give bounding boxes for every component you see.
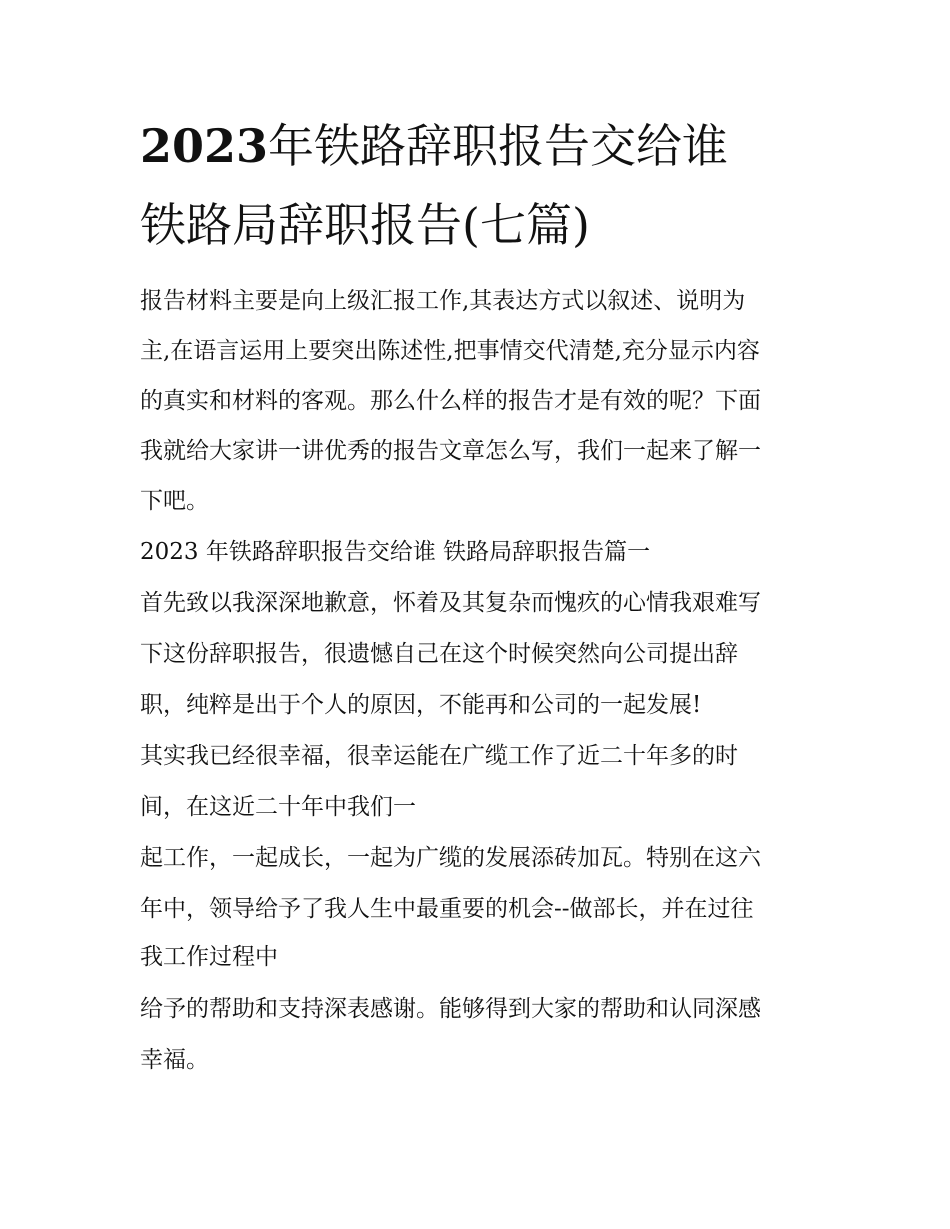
paragraph-line: 职，纯粹是出于个人的原因，不能再和公司的一起发展! <box>140 692 702 718</box>
document-title-line-1 <box>140 116 728 176</box>
paragraph-line: 给予的帮助和支持深表感谢。能够得到大家的帮助和认同深感 <box>140 996 761 1022</box>
paragraph-line: 我就给大家讲一讲优秀的报告文章怎么写，我们一起来了解一 <box>140 438 761 464</box>
paragraph-line: 主,在语言运用上要突出陈述性,把事情交代清楚,充分显示内容 <box>140 338 760 364</box>
paragraph-line: 下这份辞职报告，很遗憾自己在这个时候突然向公司提出辞 <box>140 641 738 667</box>
paragraph-line: 下吧。 <box>140 488 209 514</box>
paragraph-line: 报告材料主要是向上级汇报工作,其表达方式以叙述、说明为 <box>140 288 746 314</box>
paragraph-line: 首先致以我深深地歉意，怀着及其复杂而愧疚的心情我艰难写 <box>140 590 761 616</box>
paragraph-line: 起工作，一起成长，一起为广缆的发展添砖加瓦。特别在这六 <box>140 845 761 871</box>
paragraph-line: 年中，领导给予了我人生中最重要的机会--做部长，并在过往 <box>140 896 754 922</box>
paragraph-line: 的真实和材料的客观。那么什么样的报告才是有效的呢？下面 <box>140 388 761 414</box>
paragraph-line: 我工作过程中 <box>140 944 278 970</box>
title-heading-text: 年铁路辞职报告交给谁 <box>268 119 729 173</box>
section-heading: 2023 年铁路辞职报告交给谁 铁路局辞职报告篇一 <box>140 539 651 565</box>
title-year: 2023 <box>140 119 269 173</box>
document-title-line-2: 铁路局辞职报告(七篇) <box>140 198 590 252</box>
paragraph-line: 幸福。 <box>140 1047 209 1073</box>
paragraph-line: 其实我已经很幸福，很幸运能在广缆工作了近二十年多的时 <box>140 743 738 769</box>
paragraph-line: 间，在这近二十年中我们一 <box>140 794 416 820</box>
